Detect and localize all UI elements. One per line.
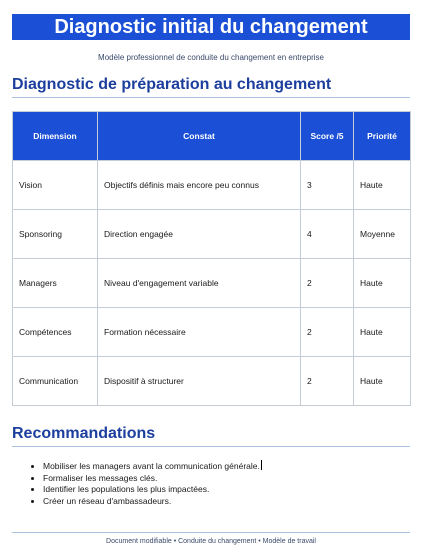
text-cursor xyxy=(261,460,262,470)
table-row xyxy=(13,357,411,406)
table-header-row xyxy=(13,112,411,161)
table-row xyxy=(13,308,411,357)
cell-dimension[interactable]: Vision xyxy=(13,161,98,210)
table-row xyxy=(13,210,411,259)
list-item[interactable] xyxy=(43,460,410,473)
cell-constat[interactable]: Formation nécessaire xyxy=(98,308,301,357)
diagnostic-heading[interactable]: Diagnostic de préparation au changement xyxy=(12,76,332,93)
cell-constat[interactable]: Objectifs définis mais encore peu connus xyxy=(98,161,301,210)
cell-score[interactable]: 2 xyxy=(301,308,354,357)
document-footer[interactable]: Document modifiable • Conduite du changement • Modèle de travail xyxy=(106,538,316,545)
document-page xyxy=(12,14,410,507)
cell-score[interactable]: 3 xyxy=(301,161,354,210)
cell-score[interactable]: 2 xyxy=(301,357,354,406)
list-item[interactable] xyxy=(43,484,410,496)
list-item-text[interactable]: Mobiliser les managers avant la communication générale. xyxy=(43,461,260,471)
recommendations-heading[interactable]: Recommandations xyxy=(12,425,156,442)
footer-divider xyxy=(12,532,410,533)
recommendations-list xyxy=(12,460,410,507)
list-item[interactable] xyxy=(43,473,410,485)
cell-dimension[interactable]: Managers xyxy=(13,259,98,308)
column-header-priorite[interactable]: Priorité xyxy=(354,112,411,161)
column-header-dimension[interactable]: Dimension xyxy=(13,112,98,161)
list-item-text[interactable]: Formaliser les messages clés. xyxy=(43,472,158,483)
document-subtitle[interactable]: Modèle professionnel de conduite du changement en entreprise xyxy=(98,53,324,62)
cell-constat[interactable]: Direction engagée xyxy=(98,210,301,259)
cell-dimension[interactable]: Communication xyxy=(13,357,98,406)
list-item-text[interactable]: Créer un réseau d'ambassadeurs. xyxy=(43,495,172,506)
cell-score[interactable]: 2 xyxy=(301,259,354,308)
cell-priorite[interactable]: Moyenne xyxy=(354,210,411,259)
diagnostic-divider xyxy=(12,97,410,98)
cell-priorite[interactable]: Haute xyxy=(354,308,411,357)
document-title[interactable]: Diagnostic initial du changement xyxy=(12,14,410,40)
cell-dimension[interactable]: Compétences xyxy=(13,308,98,357)
cell-priorite[interactable]: Haute xyxy=(354,357,411,406)
cell-score[interactable]: 4 xyxy=(301,210,354,259)
cell-constat[interactable]: Niveau d'engagement variable xyxy=(98,259,301,308)
table-row xyxy=(13,161,411,210)
cell-dimension[interactable]: Sponsoring xyxy=(13,210,98,259)
diagnostic-table xyxy=(12,111,411,406)
list-item[interactable] xyxy=(43,496,410,508)
cell-priorite[interactable]: Haute xyxy=(354,161,411,210)
cell-priorite[interactable]: Haute xyxy=(354,259,411,308)
recommendations-divider xyxy=(12,446,410,447)
list-item-text[interactable]: Identifier les populations les plus impactées. xyxy=(43,484,210,494)
column-header-constat[interactable]: Constat xyxy=(98,112,301,161)
table-row xyxy=(13,259,411,308)
cell-constat[interactable]: Dispositif à structurer xyxy=(98,357,301,406)
column-header-score[interactable]: Score /5 xyxy=(301,112,354,161)
